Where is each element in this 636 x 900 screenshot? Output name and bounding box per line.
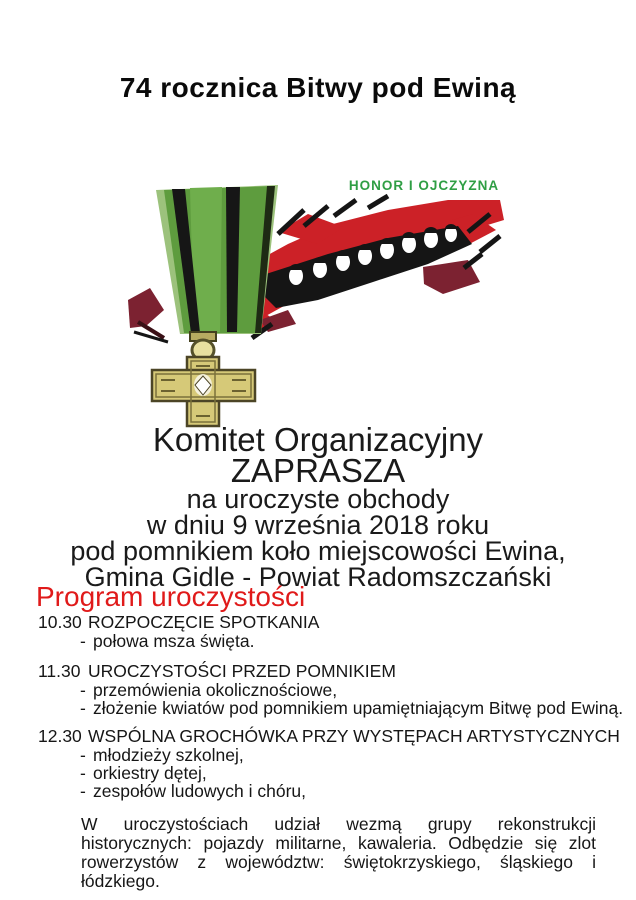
invitation-line-committee: Komitet Organizacyjny: [152, 421, 484, 458]
invitation-block: [0, 421, 636, 592]
program-heading: Program uroczystości: [36, 581, 306, 612]
program-item-title: UROCZYSTOŚCI PRZED POMNIKIEM: [88, 661, 396, 681]
dash-bullet: -: [80, 745, 86, 765]
ribbon: [156, 185, 278, 334]
section-gap: [0, 800, 636, 807]
invitation-line-invites: ZAPRASZA: [230, 452, 406, 489]
dash-bullet: -: [80, 680, 86, 700]
program-subitem: [80, 746, 636, 764]
program-subitem: [80, 699, 636, 717]
program-item-title: ROZPOCZĘCIE SPOTKANIA: [88, 612, 320, 632]
section-gap: [0, 650, 636, 661]
program-subitem: [80, 632, 636, 650]
program-item-1030: [0, 612, 636, 632]
page-title: 74 rocznica Bitwy pod Ewiną: [119, 72, 517, 103]
program-time: 10.30: [38, 612, 82, 632]
program-subitem: [80, 782, 636, 800]
program-subitem-text: przemówienia okolicznościowe,: [93, 680, 338, 700]
invitation-line-region: Gmina Gidle - Powiat Radomszczański: [84, 562, 552, 592]
program-subitem-text: orkiestry dętej,: [93, 763, 207, 783]
program-subitem-text: młodzieży szkolnej,: [93, 745, 244, 765]
invitation-line-date: w dniu 9 września 2018 roku: [146, 510, 490, 540]
program-subitem-text: połowa msza święta.: [93, 631, 255, 651]
dash-bullet: -: [80, 631, 86, 651]
section-gap: [0, 717, 636, 726]
invitation-line-occasion: na uroczyste obchody: [186, 484, 450, 514]
invitation-line-place: pod pomnikiem koło miejscowości Ewina,: [70, 536, 566, 566]
program-subitem: [80, 681, 636, 699]
motto-text: HONOR I OJCZYZNA: [348, 178, 500, 193]
program-subitem: [80, 764, 636, 782]
dash-bullet: -: [80, 698, 86, 718]
program-time: 12.30: [38, 726, 82, 746]
program-list: [0, 612, 636, 891]
program-subitem-text: zespołów ludowych i chóru,: [93, 781, 307, 801]
program-item-1130: [0, 661, 636, 681]
program-item-title: WSPÓLNA GROCHÓWKA PRZY WYSTĘPACH ARTYSTYCZNYCH: [88, 726, 620, 746]
program-time: 11.30: [38, 661, 81, 681]
program-note: W uroczystościach udział wezmą grupy rekonstrukcji historycznych: pojazdy militarne, kawaleria. Odbędzie się zlot rowerzystów z województw: świętokrzyskiego, śląskiego i łódzkiego.: [81, 814, 596, 891]
program-item-1230: [0, 726, 636, 746]
dash-bullet: -: [80, 781, 86, 801]
dash-bullet: -: [80, 763, 86, 783]
medal-artwork: [128, 172, 510, 428]
partisan-cross-icon: [152, 357, 255, 426]
program-subitem-text: złożenie kwiatów pod pomnikiem upamiętniającym Bitwę pod Ewiną.: [93, 698, 624, 718]
